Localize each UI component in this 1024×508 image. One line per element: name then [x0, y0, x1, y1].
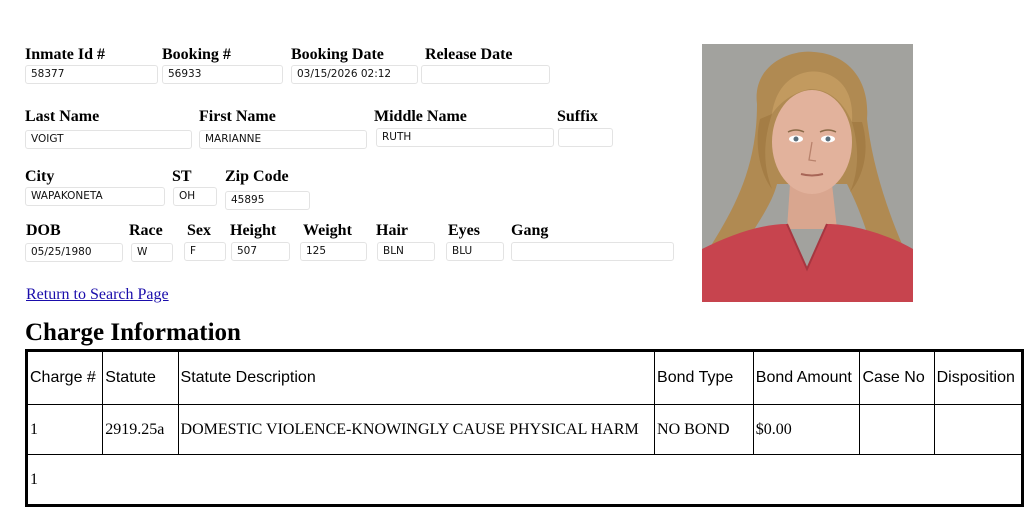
column-header-bond-amount: Bond Amount	[753, 351, 860, 405]
table-row	[27, 455, 1023, 506]
hair-label: Hair	[376, 222, 408, 239]
city-field: WAPAKONETA	[25, 187, 165, 206]
state-label: ST	[172, 168, 192, 185]
middle-name-label: Middle Name	[374, 108, 467, 125]
sex-field: F	[184, 242, 226, 261]
statute-description-cell: DOMESTIC VIOLENCE-KNOWINGLY CAUSE PHYSICAL HARM	[178, 405, 655, 455]
eyes-field: BLU	[446, 242, 504, 261]
booking-number-field: 56933	[162, 65, 283, 84]
column-header-statute-description: Statute Description	[178, 351, 655, 405]
height-label: Height	[230, 222, 277, 239]
height-field: 507	[231, 242, 290, 261]
release-date-label: Release Date	[425, 46, 513, 63]
inmate-id-label: Inmate Id #	[25, 46, 106, 63]
return-to-search-link[interactable]: Return to Search Page	[26, 286, 169, 303]
case-no-cell	[860, 405, 934, 455]
middle-name-field: RUTH	[376, 128, 554, 147]
last-name-label: Last Name	[25, 108, 100, 125]
eyes-label: Eyes	[448, 222, 480, 239]
zip-code-field: 45895	[225, 191, 310, 210]
column-header-disposition: Disposition	[934, 351, 1022, 405]
charge-number-cell: 1	[27, 455, 1023, 506]
sex-label: Sex	[187, 222, 211, 239]
hair-field: BLN	[377, 242, 435, 261]
zip-code-label: Zip Code	[225, 168, 289, 185]
suffix-label: Suffix	[557, 108, 598, 125]
release-date-field	[421, 65, 550, 84]
gang-label: Gang	[511, 222, 549, 239]
booking-date-field: 03/15/2026 02:12	[291, 65, 418, 84]
state-field: OH	[173, 187, 217, 206]
column-header-case-no: Case No	[860, 351, 934, 405]
city-label: City	[25, 168, 55, 185]
statute-cell: 2919.25a	[103, 405, 178, 455]
inmate-id-field: 58377	[25, 65, 158, 84]
dob-label: DOB	[26, 222, 61, 239]
bond-type-cell: NO BOND	[655, 405, 754, 455]
first-name-label: First Name	[199, 108, 276, 125]
race-label: Race	[129, 222, 163, 239]
booking-date-label: Booking Date	[291, 46, 384, 63]
weight-field: 125	[300, 242, 367, 261]
last-name-field: VOIGT	[25, 130, 192, 149]
charge-number-cell: 1	[27, 405, 103, 455]
mugshot-photo	[702, 44, 913, 302]
gang-field	[511, 242, 674, 261]
race-field: W	[131, 243, 173, 262]
bond-amount-cell: $0.00	[753, 405, 860, 455]
charges-header-row	[27, 351, 1023, 405]
charge-information-heading: Charge Information	[25, 319, 241, 346]
booking-number-label: Booking #	[162, 46, 231, 63]
charges-table	[25, 349, 1024, 507]
column-header-charge-number: Charge #	[27, 351, 103, 405]
table-row	[27, 405, 1023, 455]
column-header-statute: Statute	[103, 351, 178, 405]
mugshot-illustration	[702, 44, 913, 302]
first-name-field: MARIANNE	[199, 130, 367, 149]
suffix-field	[558, 128, 613, 147]
column-header-bond-type: Bond Type	[655, 351, 754, 405]
dob-field: 05/25/1980	[25, 243, 123, 262]
weight-label: Weight	[303, 222, 352, 239]
disposition-cell	[934, 405, 1022, 455]
